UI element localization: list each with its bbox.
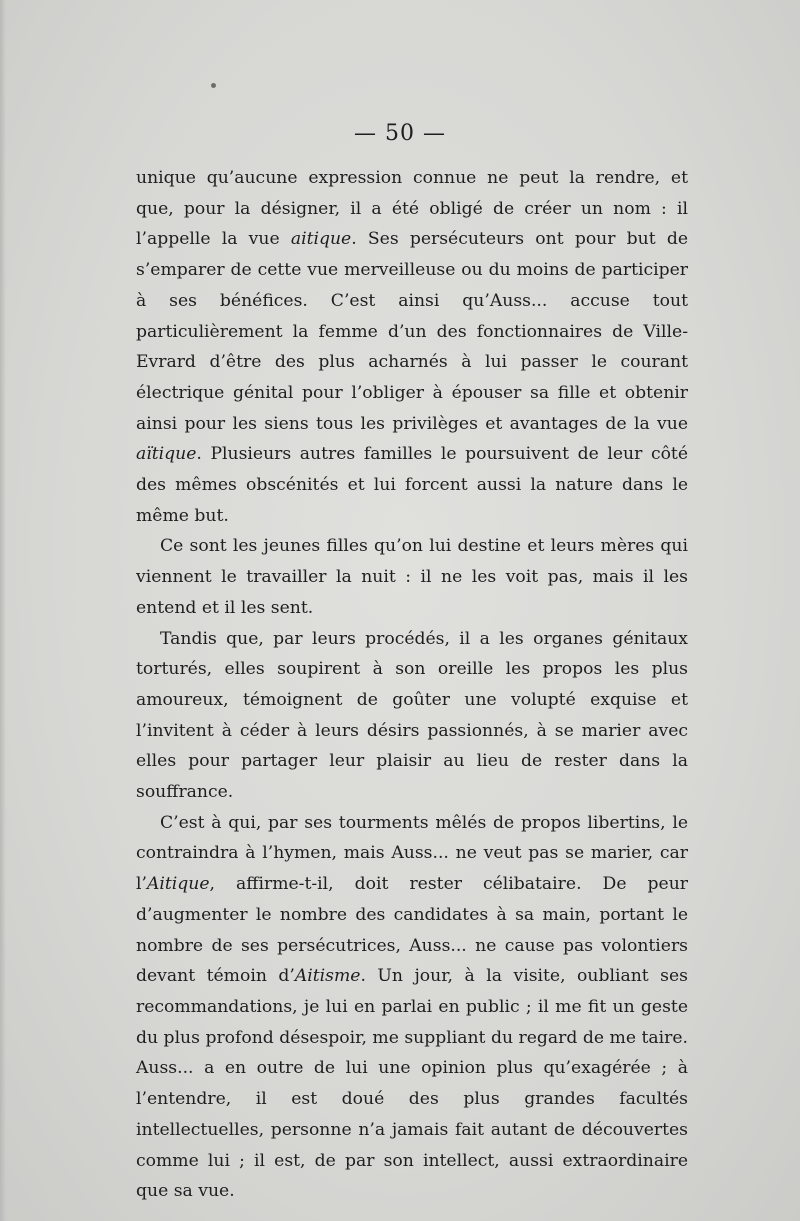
paragraph-4: [136, 808, 688, 1207]
text-run: . Plusieurs autres familles le poursuivent de leur côté des mêmes obscénités et lui forcent aussi la nature dans le même but.: [136, 444, 688, 526]
paragraph-3: [136, 624, 688, 808]
text-run: Ce sont les jeunes filles qu’on lui destine et leurs mères qui viennent le travailler la nuit : il ne les voit pas, mais il les entend et il les sent.: [136, 536, 688, 618]
text-run: , affirme-t-il, doit rester célibataire. De peur d’augmenter le nombre des candidates à sa main, portant le nombre de ses persécutrices, Auss... ne cause pas volontiers devant témoin d’: [136, 874, 688, 987]
italic-term: Aitique: [146, 874, 210, 895]
page-edge-shadow: [0, 0, 6, 1221]
paragraph-1: [136, 163, 688, 531]
italic-term: Aitisme: [294, 966, 361, 987]
text-run: C’est à qui, par ses tourments mêlés de propos libertins, le contraindra à l’hymen, mais Auss... ne veut pas se marier, car l’: [136, 812, 688, 895]
italic-term: aïtique: [136, 444, 197, 465]
paragraph-2: [136, 531, 688, 623]
text-run: . Ses persécuteurs ont pour but de s’emparer de cette vue merveilleuse ou du moins de participer à ses bénéfices. C’est ainsi qu’Auss... accuse tout particulièrement la femme d’un des fonctionnaires de Ville-Evrard d’être des plus acharnés à lui passer le courant électrique génital pour l’obliger à épouser sa fille et obtenir ainsi pour les siens tous les privilèges et avantages de la vue: [136, 229, 688, 434]
body-text: [136, 163, 688, 1207]
page-number: — 50 —: [354, 121, 446, 146]
text-run: unique qu’aucune expression connue ne peut la rendre, et que, pour la désigner, il a été obligé de créer un nom : il l’appelle la vue: [136, 168, 688, 250]
text-run: Tandis que, par leurs procédés, il a les organes génitaux torturés, elles soupirent à son oreille les propos les plus amoureux, témoignent de goûter une volupté exquise et l’invitent à céder à leurs désirs passionnés, à se marier avec elles pour partager leur plaisir au lieu de rester dans la souffrance.: [136, 628, 688, 803]
text-run: . Un jour, à la visite, oubliant ses recommandations, je lui en parlai en public ; il me fit un geste du plus profond désespoir, me suppliant du regard de me taire. Auss... a en outre de lui une opinion plus qu’exagérée ; à l’entendre, il est doué des plus grandes facultés intellectuelles, personne n’a jamais fait autant de découvertes comme lui ; il est, de par son intellect, aussi extraordinaire que sa vue.: [136, 966, 688, 1202]
italic-term: aitique: [290, 229, 352, 250]
ink-speck: [211, 83, 216, 88]
